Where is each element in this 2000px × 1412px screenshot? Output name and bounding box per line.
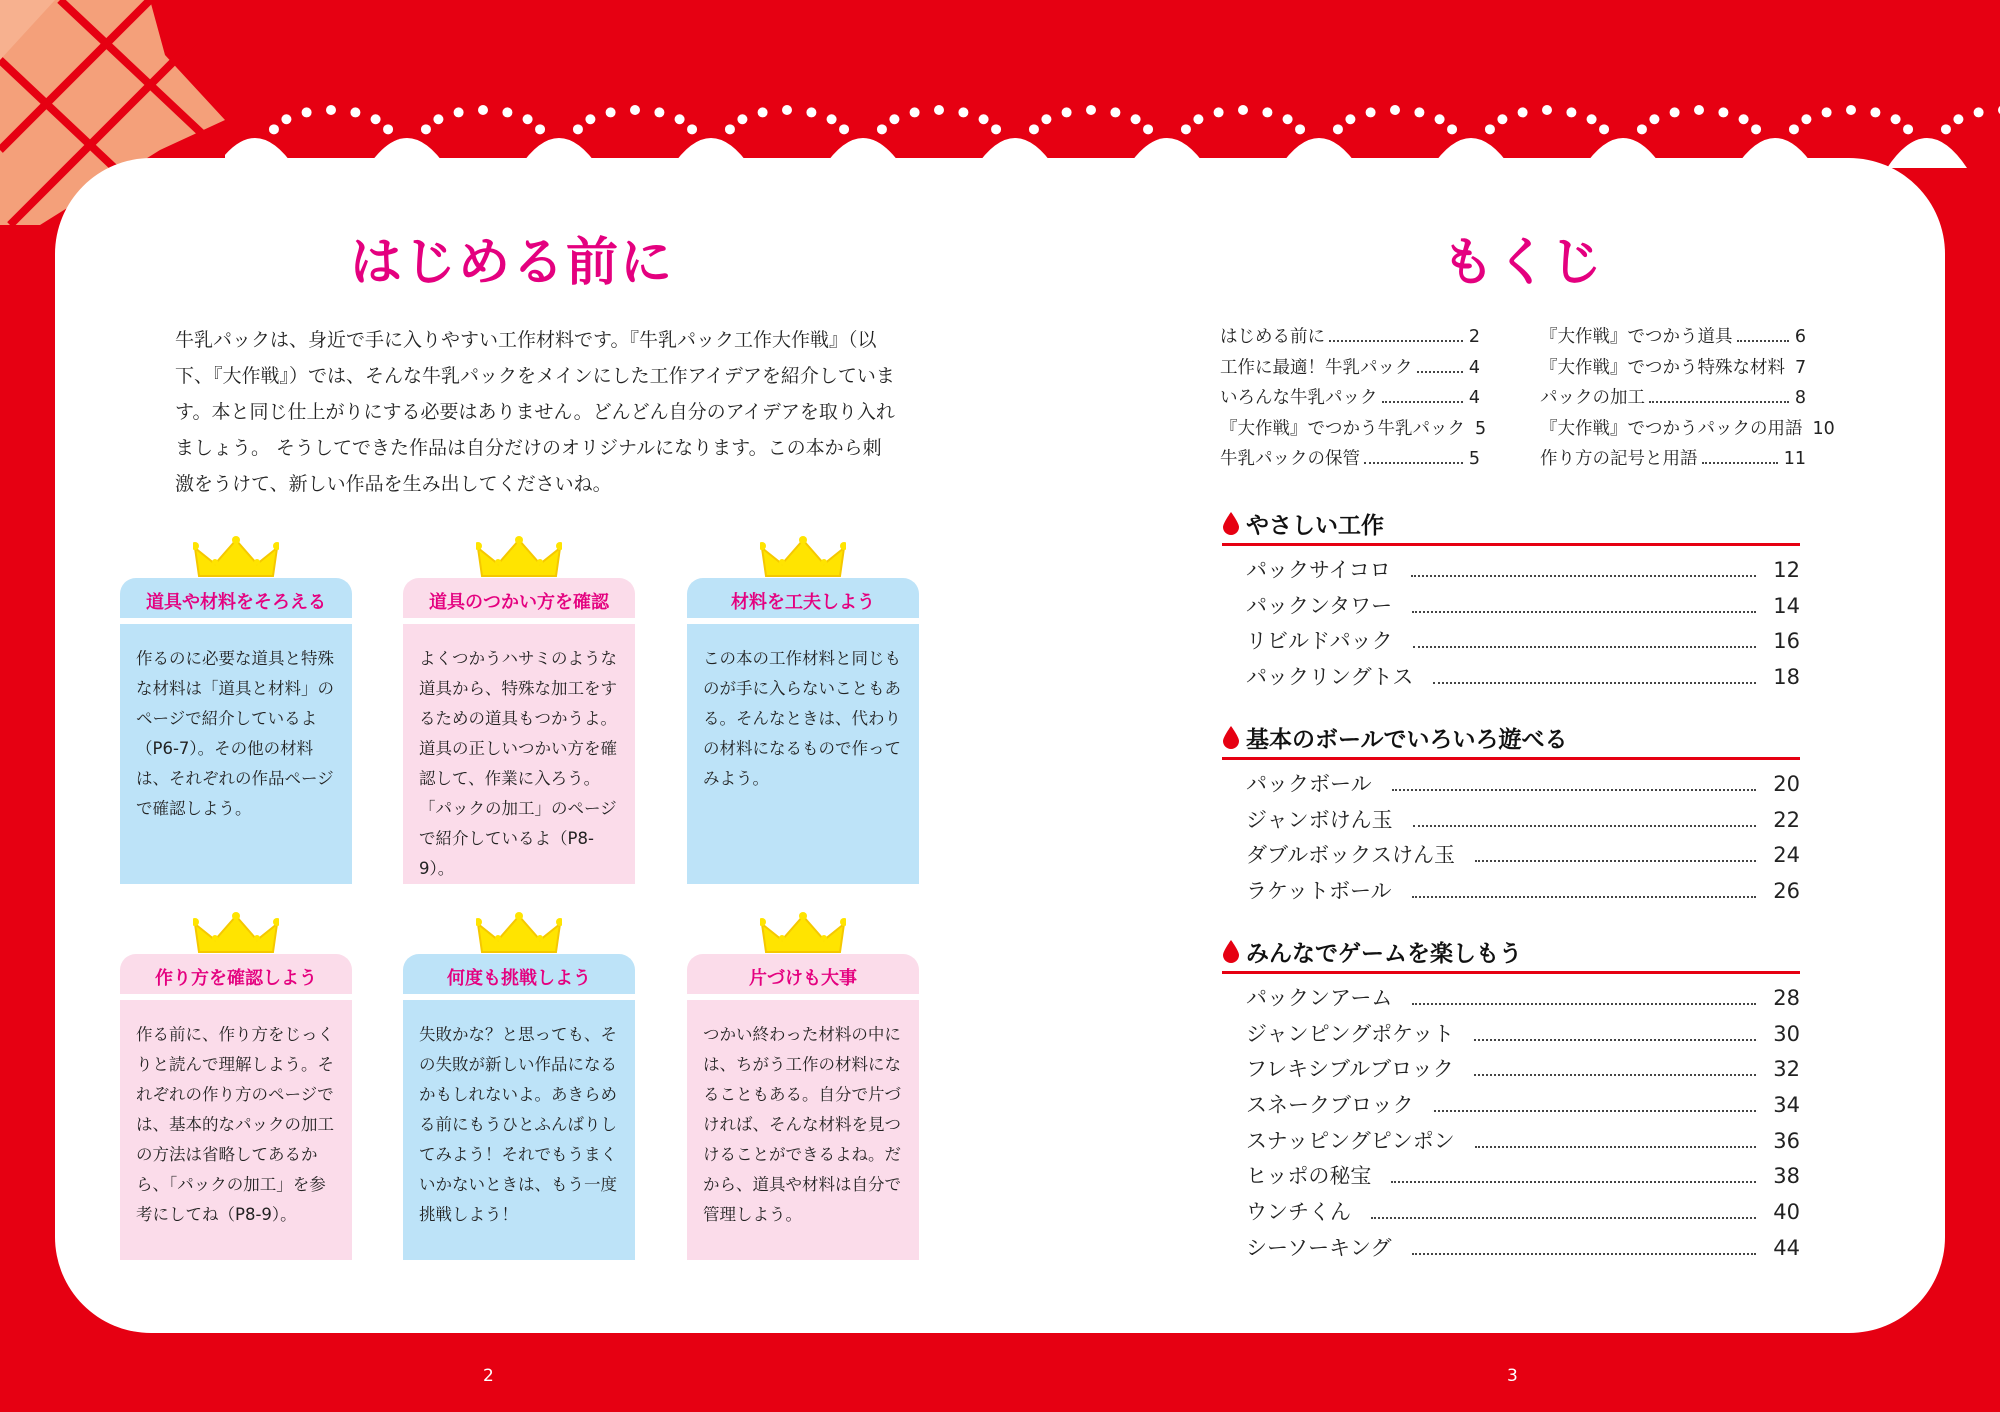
crown-icon <box>760 912 846 954</box>
tip-card-title: 材料を工夫しよう <box>687 578 919 618</box>
tip-card-body: つかい終わった材料の中には、ちがう工作の材料になることもある。自分で片づければ、そんな材料を見つけることができるよね。だから、道具や材料は自分で管理しよう。 <box>687 1000 919 1260</box>
tip-card <box>687 912 919 1260</box>
toc-entry-title: パックンタワー <box>1246 593 1393 618</box>
toc-entry-title: パックリングトス <box>1246 665 1414 690</box>
toc-entry[interactable] <box>1220 323 1480 354</box>
toc-entry-page: 28 <box>1773 986 1800 1010</box>
toc-entry-title: パックンアーム <box>1246 986 1393 1010</box>
section-heading-text: みんなでゲームを楽しもう <box>1246 940 1522 967</box>
toc-entry-title: 牛乳パックの保管 <box>1220 449 1360 469</box>
toc-entry[interactable] <box>1246 1053 1800 1089</box>
leader-dots <box>1382 401 1463 403</box>
toc-entry-page: 34 <box>1773 1093 1800 1118</box>
leader-dots <box>1475 860 1756 862</box>
tip-card-body: 作る前に、作り方をじっくりと読んで理解しよう。それぞれの作り方のページでは、基本的なパックの加工の方法は省略してあるから、「パックの加工」を参考にしてね（P8-9）。 <box>120 1000 352 1260</box>
toc-entry-title: ダブルボックスけん玉 <box>1246 843 1455 868</box>
leader-dots <box>1371 1217 1756 1219</box>
toc-entry-page: 22 <box>1773 807 1800 832</box>
toc-entry-page: 8 <box>1794 388 1806 408</box>
toc-entry[interactable] <box>1246 839 1800 875</box>
tip-card-title: 道具や材料をそろえる <box>120 578 352 618</box>
toc-entry[interactable] <box>1246 590 1800 626</box>
section-heading <box>1222 503 1800 546</box>
toc-entry-page: 38 <box>1773 1164 1800 1189</box>
tip-card-title: 道具のつかい方を確認 <box>403 578 635 618</box>
leader-dots <box>1474 1074 1756 1076</box>
toc-entry-title: スナッピングピンポン <box>1246 1128 1455 1153</box>
leader-dots <box>1475 1146 1756 1148</box>
section-heading <box>1222 717 1800 760</box>
toc-entry-title: 『大作戦』でつかうパックの用語 <box>1540 418 1803 439</box>
toc-column-left <box>1220 323 1487 476</box>
tip-card-body: この本の工作材料と同じものが手に入らないこともある。そんなときは、代わりの材料になるもので作ってみよう。 <box>687 624 919 884</box>
toc-entry-title: ヒッポの秘宝 <box>1246 1164 1372 1189</box>
toc-entry-title: 『大作戦』でつかう道具 <box>1540 327 1733 347</box>
tip-card-body: 作るのに必要な道具と特殊な材料は「道具と材料」のページで紹介しているよ（P6-7）。その他の材料は、それぞれの作品ページで確認しよう。 <box>120 624 352 884</box>
toc-entry-page: 36 <box>1773 1128 1800 1153</box>
leader-dots <box>1329 340 1463 342</box>
toc-entry-title: シーソーキング <box>1246 1235 1392 1260</box>
drop-icon <box>1222 939 1240 963</box>
toc-entry-page: 11 <box>1783 449 1806 469</box>
tip-card-title: 片づけも大事 <box>687 954 919 994</box>
toc-entry[interactable] <box>1540 354 1806 385</box>
toc-entry-page: 18 <box>1773 665 1800 690</box>
right-page-title: もくじ <box>1442 233 1605 293</box>
page-number-right: 3 <box>1507 1366 1518 1386</box>
toc-entry[interactable] <box>1220 445 1480 476</box>
toc-entry-page: 12 <box>1773 558 1800 582</box>
crown-icon <box>760 536 846 578</box>
page-number-left: 2 <box>483 1366 494 1386</box>
toc-column-right <box>1540 323 1835 476</box>
leader-dots <box>1412 611 1756 613</box>
toc-entry[interactable] <box>1220 354 1480 385</box>
left-page-title: はじめる前に <box>350 233 675 293</box>
tip-card-body: 失敗かな？と思っても、その失敗が新しい作品になるかもしれないよ。あきらめる前にもうひとふんばりしてみよう！それでもうまくいかないときは、もう一度挑戦しよう！ <box>403 1000 635 1260</box>
tip-card-title: 作り方を確認しよう <box>120 954 352 994</box>
toc-entry[interactable] <box>1540 445 1806 476</box>
leader-dots <box>1434 1110 1756 1112</box>
section-heading <box>1222 931 1800 974</box>
toc-entry-page: 14 <box>1773 593 1800 618</box>
toc-entry[interactable] <box>1246 768 1800 804</box>
tip-card <box>120 912 352 1260</box>
toc-entry-page: 10 <box>1812 418 1835 439</box>
toc-entry[interactable] <box>1220 415 1487 446</box>
toc-entry-title: パックボール <box>1246 772 1372 796</box>
crown-icon <box>476 912 562 954</box>
tip-card <box>403 536 635 884</box>
leader-dots <box>1412 896 1756 898</box>
leader-dots <box>1413 825 1756 827</box>
toc-entry[interactable] <box>1246 1018 1800 1054</box>
leader-dots <box>1737 340 1789 342</box>
toc-entry[interactable] <box>1246 1232 1800 1268</box>
crown-icon <box>193 912 279 954</box>
drop-icon <box>1222 511 1240 535</box>
toc-entry-page: 20 <box>1773 772 1800 796</box>
toc-entry-page: 30 <box>1773 1021 1800 1046</box>
leader-dots <box>1411 575 1756 577</box>
toc-entry[interactable] <box>1246 1125 1800 1161</box>
toc-entry-title: パックサイコロ <box>1246 558 1391 582</box>
toc-entry[interactable] <box>1246 804 1800 840</box>
toc-entry[interactable] <box>1246 982 1800 1018</box>
toc-entry-title: ジャンボけん玉 <box>1246 807 1393 832</box>
intro-text: 牛乳パックは、身近で手に入りやすい工作材料です。『牛乳パック工作大作戦』（以下、『大作戦』）では、そんな牛乳パックをメインにした工作アイデアを紹介しています。本と同じ仕上がりにする必要はありません。どんどん自分のアイデアを取り入れましょう。 そうしてできた作品は自分だけのオリジナルになります。この本から刺激をうけて、新しい作品を生み出してくださいね。 <box>175 329 895 495</box>
toc-entry-page: 7 <box>1795 357 1807 378</box>
crown-icon <box>193 536 279 578</box>
toc-entry-page: 6 <box>1794 327 1806 347</box>
toc-entry-page: 44 <box>1773 1235 1800 1260</box>
toc-entry-title: ウンチくん <box>1246 1200 1351 1225</box>
toc-entry-page: 5 <box>1475 418 1487 439</box>
toc-section <box>1222 717 1800 911</box>
leader-dots <box>1391 1181 1756 1183</box>
toc-entry-title: ジャンピングポケット <box>1246 1021 1455 1046</box>
tip-card-title: 何度も挑戦しよう <box>403 954 635 994</box>
toc-entry-page: 26 <box>1773 879 1800 904</box>
toc-entry-title: ラケットボール <box>1246 879 1392 904</box>
leader-dots <box>1649 401 1789 403</box>
section-heading-text: 基本のボールでいろいろ遊べる <box>1246 726 1568 753</box>
toc-entry-title: リビルドパック <box>1246 629 1393 654</box>
toc-entry[interactable] <box>1540 323 1806 354</box>
tip-card <box>403 912 635 1260</box>
leader-dots <box>1417 371 1463 373</box>
tip-card <box>687 536 919 884</box>
tip-card <box>120 536 352 884</box>
toc-entry-page: 16 <box>1773 629 1800 654</box>
toc-entry-page: 24 <box>1773 843 1800 868</box>
toc-entry[interactable] <box>1246 875 1800 911</box>
leader-dots <box>1433 682 1756 684</box>
toc-entry-title: 作り方の記号と用語 <box>1540 449 1698 469</box>
toc-section <box>1222 931 1800 1268</box>
toc-entry-title: パックの加工 <box>1540 388 1645 408</box>
toc-entry-title: 工作に最適！牛乳パック <box>1220 357 1413 378</box>
toc-entry[interactable] <box>1246 625 1800 661</box>
crown-icon <box>476 536 562 578</box>
leader-dots <box>1412 1003 1756 1005</box>
toc-entry[interactable] <box>1540 415 1835 446</box>
leader-dots <box>1392 789 1756 791</box>
toc-entry[interactable] <box>1246 661 1800 697</box>
leader-dots <box>1413 646 1756 648</box>
toc-entry-page: 4 <box>1468 388 1480 408</box>
toc-entry-page: 4 <box>1468 357 1480 378</box>
drop-icon <box>1222 725 1240 749</box>
toc-entry[interactable] <box>1246 1160 1800 1196</box>
toc-entry-title: 『大作戦』でつかう特殊な材料 <box>1540 357 1785 378</box>
leader-dots <box>1364 462 1463 464</box>
leader-dots <box>1412 1253 1756 1255</box>
toc-entry-page: 32 <box>1773 1057 1800 1082</box>
toc-entry-title: フレキシブルブロック <box>1246 1057 1454 1082</box>
toc-entry[interactable] <box>1220 384 1480 415</box>
toc-entry[interactable] <box>1540 384 1806 415</box>
toc-entry[interactable] <box>1246 1089 1800 1125</box>
toc-entry-page: 5 <box>1468 449 1480 469</box>
toc-entry-title: 『大作戦』でつかう牛乳パック <box>1220 418 1465 439</box>
toc-entry[interactable] <box>1246 554 1800 590</box>
toc-section <box>1222 503 1800 697</box>
toc-entry-title: スネークブロック <box>1246 1093 1414 1118</box>
leader-dots <box>1474 1039 1756 1041</box>
toc-entry-page: 2 <box>1468 327 1480 347</box>
toc-entry-title: いろんな牛乳パック <box>1220 388 1378 408</box>
toc-entry-page: 40 <box>1773 1200 1800 1225</box>
toc-entry-title: はじめる前に <box>1220 327 1325 347</box>
toc-entry[interactable] <box>1246 1196 1800 1232</box>
leader-dots <box>1702 462 1778 464</box>
section-heading-text: やさしい工作 <box>1246 512 1384 539</box>
tip-card-body: よくつかうハサミのような道具から、特殊な加工をするための道具もつかうよ。道具の正しいつかい方を確認して、作業に入ろう。「パックの加工」のページで紹介しているよ（P8-9）。 <box>403 624 635 884</box>
